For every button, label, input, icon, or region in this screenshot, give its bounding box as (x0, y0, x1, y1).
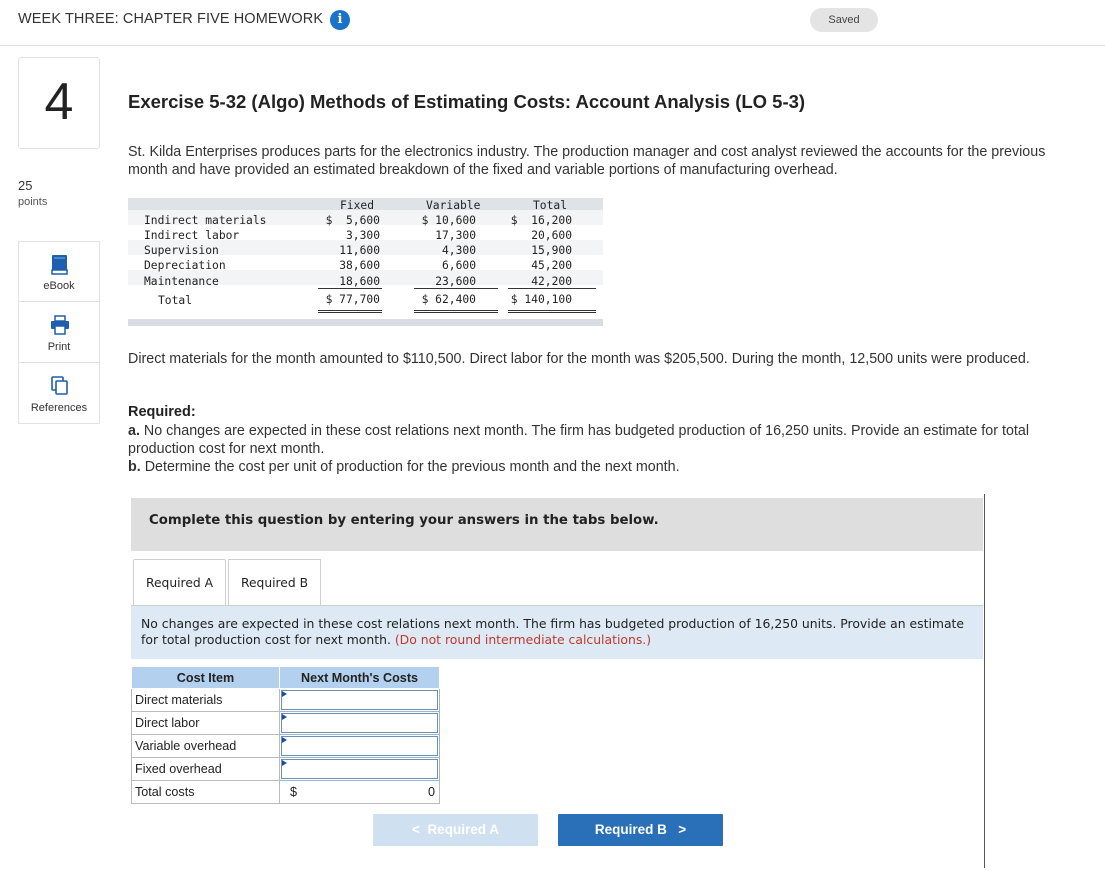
instruction-text: No changes are expected in these cost relations next month. The firm has budgeted production of 16,250 units. Provide an estimate for total production cost for next month. (141, 616, 965, 647)
direct-costs-text: Direct materials for the month amounted to $110,500. Direct labor for the month was $205,500. During the month, 12,500 units were produced. (128, 351, 1030, 367)
complete-question-bar (131, 498, 983, 551)
total-total: $ 140,100 (510, 293, 572, 306)
row-total: 45,200 (531, 259, 572, 272)
row-variable: 4,300 (441, 244, 476, 257)
table-row (132, 712, 440, 735)
row-label: Supervision (144, 244, 219, 257)
ebook-button[interactable] (18, 241, 100, 302)
col-cost-item: Cost Item (132, 667, 280, 689)
points-value: 25 (18, 178, 33, 193)
panel-divider (984, 494, 985, 868)
required-heading: Required: (128, 404, 196, 420)
tab-required-a[interactable]: Required A (133, 559, 226, 606)
table-row (132, 758, 440, 781)
book-icon (50, 254, 70, 276)
row-fixed: 18,600 (339, 275, 380, 288)
variable-overhead-input[interactable] (280, 735, 440, 758)
row-variable: 17,300 (435, 229, 476, 242)
col-header-variable: Variable (426, 199, 481, 212)
ebook-label: eBook (43, 280, 75, 292)
print-label: Print (47, 341, 71, 353)
problem-intro: St. Kilda Enterprises produces parts for the electronics industry. The production manager and cost analyst reviewed the accounts for the previous month and have provided an estimated breakdown of the fixed and variable portions of manufacturing overhead. (128, 144, 1046, 178)
row-fixed: 38,600 (339, 259, 380, 272)
row-label: Depreciation (144, 259, 226, 272)
table-row (132, 735, 440, 758)
input-marker-icon (282, 691, 287, 697)
copy-icon (50, 375, 70, 397)
direct-materials-input[interactable] (280, 689, 440, 712)
references-label: References (30, 402, 88, 414)
required-b-prefix: b. (128, 459, 141, 475)
cost-item-label: Fixed overhead (132, 758, 280, 781)
row-total: 15,900 (531, 244, 572, 257)
printer-icon (50, 314, 70, 336)
row-fixed: 11,600 (339, 244, 380, 257)
row-label: Maintenance (144, 275, 219, 288)
prev-button-label: Required A (427, 822, 499, 837)
cost-item-label: Direct materials (132, 689, 280, 712)
exercise-title: Exercise 5-32 (Algo) Methods of Estimating Costs: Account Analysis (LO 5-3) (128, 91, 806, 112)
saved-status-badge: Saved (810, 8, 878, 32)
total-costs-label: Total costs (132, 781, 280, 804)
input-marker-icon (282, 737, 287, 743)
row-variable: $ 10,600 (421, 214, 476, 227)
next-button-label: Required B (594, 822, 667, 837)
row-total: $ 16,200 (510, 214, 572, 227)
col-header-total: Total (533, 199, 568, 212)
cost-item-label: Direct labor (132, 712, 280, 735)
direct-labor-input[interactable] (280, 712, 440, 735)
cost-item-label: Variable overhead (132, 735, 280, 758)
complete-instruction: Complete this question by entering your answers in the tabs below. (149, 513, 659, 528)
points-label: points (18, 196, 48, 208)
row-total: 42,200 (531, 275, 572, 288)
tab-required-b[interactable]: Required B (228, 559, 321, 606)
row-variable: 23,600 (435, 275, 476, 288)
required-b-text (128, 458, 1078, 476)
total-row-label: Total (158, 294, 193, 307)
top-bar (0, 0, 1105, 46)
row-label: Indirect materials (144, 214, 267, 227)
required-a-prefix: a. (128, 423, 140, 439)
row-fixed: $ 5,600 (325, 214, 380, 227)
next-required-b-button[interactable]: Required B > (558, 814, 723, 846)
fixed-overhead-input[interactable] (280, 758, 440, 781)
question-number: 4 (44, 73, 74, 131)
assignment-title: WEEK THREE: CHAPTER FIVE HOMEWORK (18, 11, 324, 27)
row-variable: 6,600 (441, 259, 476, 272)
prev-required-a-button[interactable]: < Required A (373, 814, 538, 846)
overhead-account-table (128, 196, 603, 326)
info-icon[interactable]: i (330, 10, 350, 30)
total-costs-value: 0 (427, 785, 435, 799)
row-total: 20,600 (531, 229, 572, 242)
question-number-box (18, 57, 100, 149)
total-costs-cell (280, 781, 440, 804)
input-marker-icon (282, 714, 287, 720)
references-button[interactable] (18, 363, 100, 424)
total-variable: $ 62,400 (421, 293, 476, 306)
table-row (132, 689, 440, 712)
required-b-body: Determine the cost per unit of production for the previous month and the next month. (140, 459, 680, 475)
next-month-costs-table (131, 666, 440, 804)
table-row (132, 781, 440, 804)
col-next-month-costs: Next Month's Costs (280, 667, 440, 689)
total-currency: $ (290, 785, 298, 799)
required-a-text (128, 422, 1078, 458)
row-fixed: 3,300 (345, 229, 380, 242)
total-fixed: $ 77,700 (325, 293, 380, 306)
required-a-body: No changes are expected in these cost relations next month. The firm has budgeted production of 16,250 units. Provide an estimate for total production cost for next month. (128, 423, 1029, 457)
row-label: Indirect labor (144, 229, 240, 242)
instruction-note: (Do not round intermediate calculations.) (394, 632, 652, 647)
tab-instruction (131, 606, 983, 659)
col-header-fixed: Fixed (340, 199, 375, 212)
input-marker-icon (282, 760, 287, 766)
print-button[interactable] (18, 302, 100, 363)
